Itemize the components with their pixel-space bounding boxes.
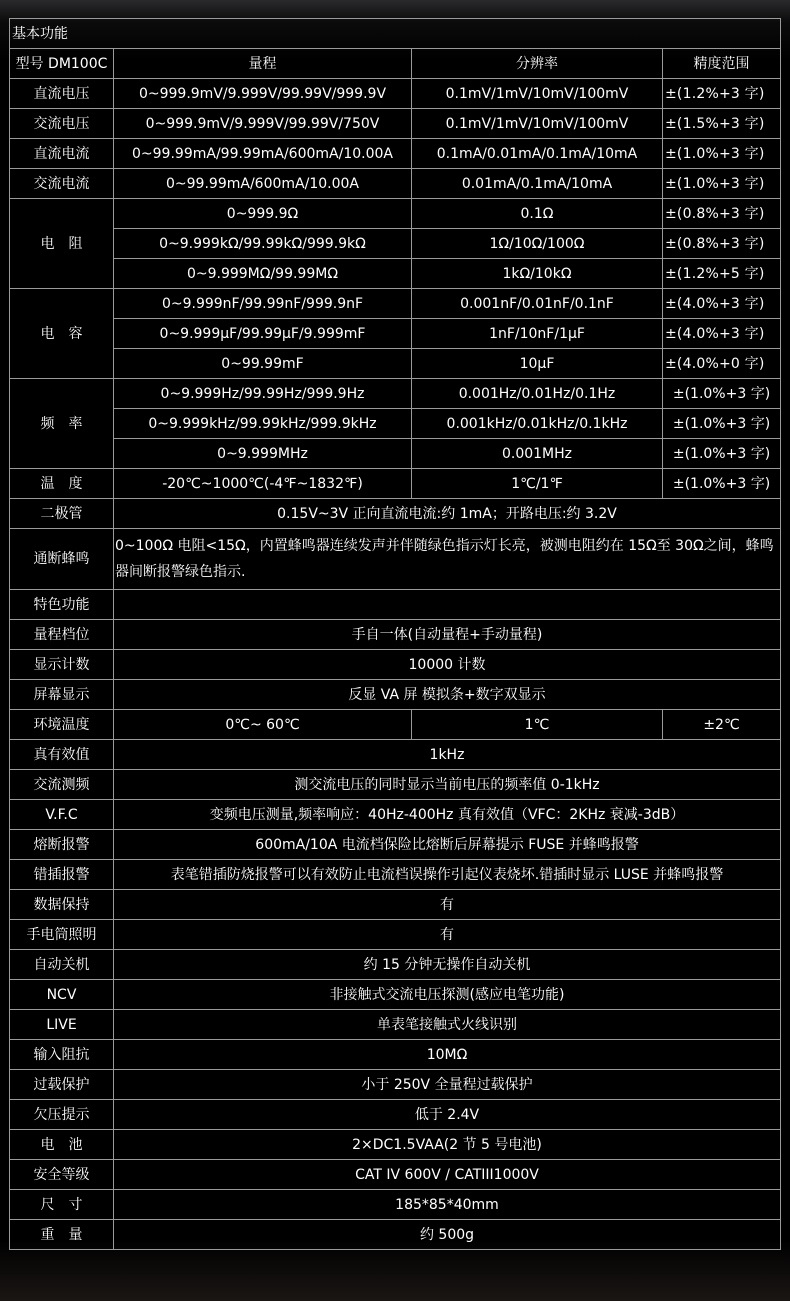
row-value: 反显 VA 屏 模拟条+数字双显示 xyxy=(114,680,781,710)
table-row xyxy=(10,229,781,259)
table-row xyxy=(10,590,781,620)
table-row xyxy=(10,349,781,379)
table-row xyxy=(10,199,781,229)
row-range: 0~9.999MΩ/99.99MΩ xyxy=(114,259,412,289)
table-row xyxy=(10,259,781,289)
table-row xyxy=(10,319,781,349)
row-value: 非接触式交流电压探测(感应电笔功能) xyxy=(114,980,781,1010)
header-range: 量程 xyxy=(114,49,412,79)
table-row xyxy=(10,379,781,409)
frequency-label: 频 率 xyxy=(10,379,114,469)
spec-table xyxy=(9,18,781,1250)
table-row xyxy=(10,1040,781,1070)
features-title: 特色功能 xyxy=(10,590,114,620)
row-resolution: 0.001kHz/0.01kHz/0.1kHz xyxy=(412,409,663,439)
table-row xyxy=(10,980,781,1010)
row-label: 真有效值 xyxy=(10,740,114,770)
row-resolution: 0.001nF/0.01nF/0.1nF xyxy=(412,289,663,319)
diode-value: 0.15V~3V 正向直流电流:约 1mA；开路电压:约 3.2V xyxy=(114,499,781,529)
table-row xyxy=(10,79,781,109)
header-accuracy: 精度范围 xyxy=(663,49,781,79)
diode-label: 二极管 xyxy=(10,499,114,529)
row-value: CAT IV 600V / CATIII1000V xyxy=(114,1160,781,1190)
row-range: 0~99.99mA/99.99mA/600mA/10.00A xyxy=(114,139,412,169)
row-value: 表笔错插防烧报警可以有效防止电流档误操作引起仪表烧坏.错插时显示 LUSE 并蜂鸣报警 xyxy=(114,860,781,890)
row-label: 尺 寸 xyxy=(10,1190,114,1220)
row-value: 有 xyxy=(114,920,781,950)
row-accuracy: ±(4.0%+0 字) xyxy=(663,349,781,379)
features-empty xyxy=(114,590,781,620)
row-value: 2×DC1.5VAA(2 节 5 号电池) xyxy=(114,1130,781,1160)
table-row xyxy=(10,800,781,830)
table-row xyxy=(10,1070,781,1100)
row-value: 手自一体(自动量程+手动量程) xyxy=(114,620,781,650)
header-resolution: 分辨率 xyxy=(412,49,663,79)
row-label: 重 量 xyxy=(10,1220,114,1250)
table-row xyxy=(10,169,781,199)
row-label: 屏幕显示 xyxy=(10,680,114,710)
row-accuracy: ±(1.0%+3 字) xyxy=(663,139,781,169)
row-range: 0~999.9mV/9.999V/99.99V/999.9V xyxy=(114,79,412,109)
table-row xyxy=(10,650,781,680)
row-range: 0~9.999Hz/99.99Hz/999.9Hz xyxy=(114,379,412,409)
table-row xyxy=(10,109,781,139)
table-row xyxy=(10,1160,781,1190)
table-row xyxy=(10,710,781,740)
row-value: 185*85*40mm xyxy=(114,1190,781,1220)
row-range: 0~9.999MHz xyxy=(114,439,412,469)
row-resolution: 1kΩ/10kΩ xyxy=(412,259,663,289)
row-label: 安全等级 xyxy=(10,1160,114,1190)
row-range: -20℃~1000℃(-4℉~1832℉) xyxy=(114,469,412,499)
continuity-value: 0~100Ω 电阻<15Ω，内置蜂鸣器连续发声并伴随绿色指示灯长亮，被测电阻约在 15Ω至 30Ω之间，蜂鸣器间断报警绿色指示. xyxy=(114,529,781,590)
row-accuracy: ±(1.5%+3 字) xyxy=(663,109,781,139)
row-range: 0~9.999kΩ/99.99kΩ/999.9kΩ xyxy=(114,229,412,259)
row-label: 输入阻抗 xyxy=(10,1040,114,1070)
ambient-resolution: 1℃ xyxy=(412,710,663,740)
row-label: 错插报警 xyxy=(10,860,114,890)
row-resolution: 10μF xyxy=(412,349,663,379)
table-row xyxy=(10,1010,781,1040)
table-row xyxy=(10,770,781,800)
row-label: 交流电压 xyxy=(10,109,114,139)
row-accuracy: ±(1.2%+5 字) xyxy=(663,259,781,289)
row-value: 约 15 分钟无操作自动关机 xyxy=(114,950,781,980)
table-row xyxy=(10,1130,781,1160)
ambient-accuracy: ±2℃ xyxy=(663,710,781,740)
table-row xyxy=(10,1100,781,1130)
row-resolution: 1Ω/10Ω/100Ω xyxy=(412,229,663,259)
row-resolution: 0.001MHz xyxy=(412,439,663,469)
table-row xyxy=(10,499,781,529)
resistance-label: 电 阻 xyxy=(10,199,114,289)
capacitance-label: 电 容 xyxy=(10,289,114,379)
row-accuracy: ±(0.8%+3 字) xyxy=(663,229,781,259)
row-accuracy: ±(1.0%+3 字) xyxy=(663,379,781,409)
row-value: 约 500g xyxy=(114,1220,781,1250)
row-label: V.F.C xyxy=(10,800,114,830)
row-accuracy: ±(4.0%+3 字) xyxy=(663,289,781,319)
table-title: 基本功能 xyxy=(10,19,781,49)
table-row xyxy=(10,920,781,950)
table-row xyxy=(10,439,781,469)
row-resolution: 1nF/10nF/1μF xyxy=(412,319,663,349)
row-label: 自动关机 xyxy=(10,950,114,980)
row-label: 显示计数 xyxy=(10,650,114,680)
table-row xyxy=(10,620,781,650)
continuity-label: 通断蜂鸣 xyxy=(10,529,114,590)
row-range: 0~9.999nF/99.99nF/999.9nF xyxy=(114,289,412,319)
table-row xyxy=(10,1220,781,1250)
row-label: LIVE xyxy=(10,1010,114,1040)
row-label: 直流电压 xyxy=(10,79,114,109)
row-value: 10MΩ xyxy=(114,1040,781,1070)
row-label: 欠压提示 xyxy=(10,1100,114,1130)
row-label: 数据保持 xyxy=(10,890,114,920)
row-accuracy: ±(1.0%+3 字) xyxy=(663,439,781,469)
row-label: 手电筒照明 xyxy=(10,920,114,950)
table-row xyxy=(10,830,781,860)
ambient-label: 环境温度 xyxy=(10,710,114,740)
table-row xyxy=(10,860,781,890)
row-label: 交流电流 xyxy=(10,169,114,199)
table-row xyxy=(10,740,781,770)
row-value: 小于 250V 全量程过载保护 xyxy=(114,1070,781,1100)
row-value: 1kHz xyxy=(114,740,781,770)
row-accuracy: ±(0.8%+3 字) xyxy=(663,199,781,229)
temperature-label: 温 度 xyxy=(10,469,114,499)
row-range: 0~99.99mF xyxy=(114,349,412,379)
row-accuracy: ±(1.0%+3 字) xyxy=(663,169,781,199)
row-label: 交流测频 xyxy=(10,770,114,800)
table-row xyxy=(10,469,781,499)
row-resolution: 0.1Ω xyxy=(412,199,663,229)
row-accuracy: ±(1.0%+3 字) xyxy=(663,469,781,499)
row-range: 0~999.9Ω xyxy=(114,199,412,229)
header-row xyxy=(10,49,781,79)
row-range: 0~99.99mA/600mA/10.00A xyxy=(114,169,412,199)
row-value: 10000 计数 xyxy=(114,650,781,680)
row-value: 测交流电压的同时显示当前电压的频率值 0-1kHz xyxy=(114,770,781,800)
row-resolution: 0.1mV/1mV/10mV/100mV xyxy=(412,109,663,139)
row-accuracy: ±(1.2%+3 字) xyxy=(663,79,781,109)
row-label: 量程档位 xyxy=(10,620,114,650)
row-value: 低于 2.4V xyxy=(114,1100,781,1130)
row-label: 熔断报警 xyxy=(10,830,114,860)
row-label: 电 池 xyxy=(10,1130,114,1160)
row-value: 600mA/10A 电流档保险比熔断后屏幕提示 FUSE 并蜂鸣报警 xyxy=(114,830,781,860)
table-row xyxy=(10,289,781,319)
row-label: 过载保护 xyxy=(10,1070,114,1100)
table-row xyxy=(10,890,781,920)
row-value: 变频电压测量,频率响应：40Hz-400Hz 真有效值（VFC：2KHz 衰减-3dB） xyxy=(114,800,781,830)
row-resolution: 0.001Hz/0.01Hz/0.1Hz xyxy=(412,379,663,409)
row-label: NCV xyxy=(10,980,114,1010)
row-resolution: 0.1mA/0.01mA/0.1mA/10mA xyxy=(412,139,663,169)
header-model: 型号 DM100C xyxy=(10,49,114,79)
row-accuracy: ±(1.0%+3 字) xyxy=(663,409,781,439)
row-range: 0~9.999μF/99.99μF/9.999mF xyxy=(114,319,412,349)
table-row xyxy=(10,680,781,710)
title-row xyxy=(10,19,781,49)
row-range: 0~9.999kHz/99.99kHz/999.9kHz xyxy=(114,409,412,439)
row-resolution: 0.1mV/1mV/10mV/100mV xyxy=(412,79,663,109)
table-row xyxy=(10,529,781,590)
table-row xyxy=(10,950,781,980)
row-resolution: 0.01mA/0.1mA/10mA xyxy=(412,169,663,199)
row-label: 直流电流 xyxy=(10,139,114,169)
row-resolution: 1℃/1℉ xyxy=(412,469,663,499)
row-range: 0~999.9mV/9.999V/99.99V/750V xyxy=(114,109,412,139)
row-value: 单表笔接触式火线识别 xyxy=(114,1010,781,1040)
row-accuracy: ±(4.0%+3 字) xyxy=(663,319,781,349)
table-row xyxy=(10,139,781,169)
ambient-range: 0℃~ 60℃ xyxy=(114,710,412,740)
row-value: 有 xyxy=(114,890,781,920)
table-row xyxy=(10,409,781,439)
table-row xyxy=(10,1190,781,1220)
